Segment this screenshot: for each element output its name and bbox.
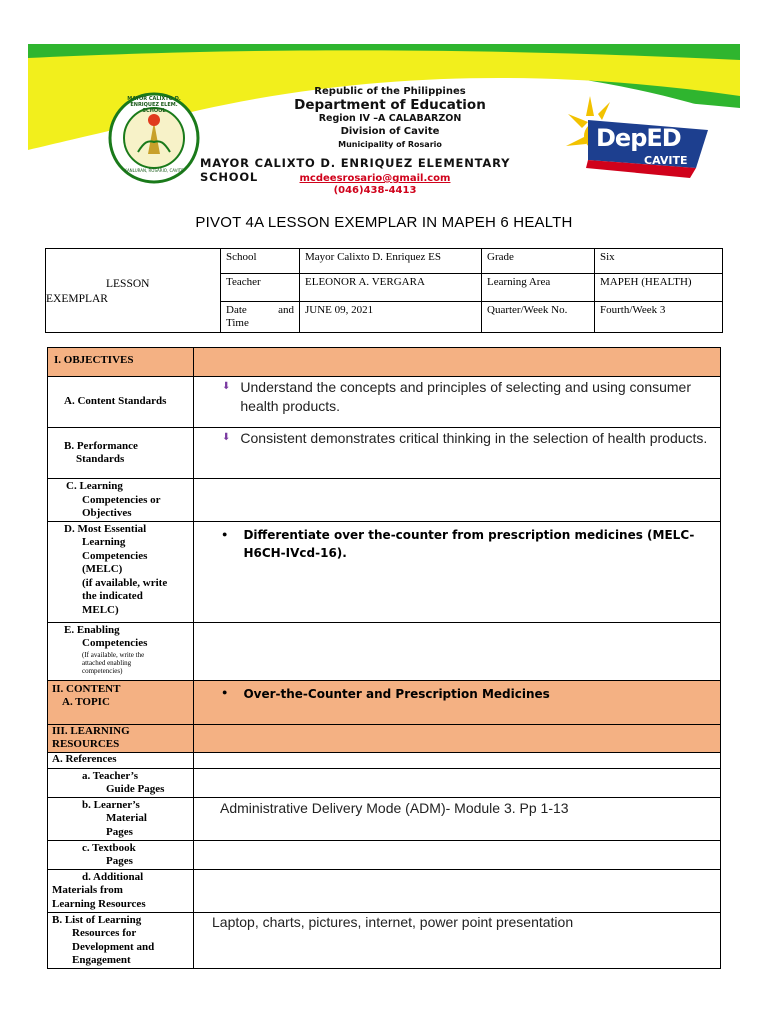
seal-ring-text: MAYOR CALIXTO D. ENRIQUEZ ELEM. SCHOOL [127, 96, 181, 114]
textbook-cell [194, 840, 721, 869]
list-resources-cell [194, 912, 721, 968]
header-division: Division of Cavite [340, 126, 440, 137]
header-republic: Republic of the Philippines [314, 86, 466, 97]
header-region: Region IV –A CALABARZON [318, 113, 462, 124]
melc-label: D. Most Essential Learning Competencies (MELC) (if available, write the indicated MELC) [48, 521, 194, 622]
references-cell [194, 752, 721, 768]
learning-area-key: Learning Area [482, 274, 595, 302]
learning-resources-heading: III. LEARNING RESOURCES [48, 724, 194, 752]
school-key: School [221, 249, 300, 274]
grade-key: Grade [482, 249, 595, 274]
additional-materials-label: d. Additional Materials from Learning Resources [48, 869, 194, 912]
teachers-guide-cell [194, 768, 721, 797]
teacher-value: ELEONOR A. VERGARA [300, 274, 482, 302]
enabling-competencies-label: E. Enabling Competencies (If available, write the attached enabling competencies) [48, 622, 194, 680]
additional-materials-cell [194, 869, 721, 912]
school-name: MAYOR CALIXTO D. ENRIQUEZ ELEMENTARY SCHOOL [200, 156, 511, 184]
melc-text: Differentiate over the-counter from prescription medicines (MELC-H6CH-IVcd-16). [243, 527, 695, 560]
references-label: A. References [48, 752, 194, 768]
date-key-a: Date [226, 304, 247, 316]
school-phone: (046)438-4413 [333, 185, 417, 196]
content-topic-label: II. CONTENT A. TOPIC [48, 680, 194, 724]
objectives-value-cell [194, 348, 721, 377]
topic-text: Over-the-Counter and Prescription Medicines [243, 686, 550, 701]
arrow-bullet-icon: ⬇ [222, 381, 231, 392]
teachers-guide-label: a. Teacher’s Guide Pages [48, 768, 194, 797]
melc-cell [194, 521, 721, 622]
lesson-plan-table [47, 347, 721, 969]
list-resources-label: B. List of Learning Resources for Development and Engagement [48, 912, 194, 968]
header-deped: Department of Education [294, 97, 486, 113]
lesson-label: LESSON [106, 277, 150, 290]
content-standards-label: A. Content Standards [48, 377, 194, 428]
learning-competencies-cell [194, 479, 721, 522]
date-key-b: and [278, 304, 294, 316]
content-standards-text: Understand the concepts and principles of selecting and using consumer health products. [240, 379, 691, 414]
learning-competencies-label: C. Learning Competencies or Objectives [48, 479, 194, 522]
bullet-dot-icon: ● [222, 528, 228, 539]
school-email: mcdeesrosario@gmail.com [299, 173, 451, 184]
date-key-c: Time [226, 317, 249, 329]
teacher-key: Teacher [221, 274, 300, 302]
learners-material-cell [194, 797, 721, 840]
topic-cell [194, 680, 721, 724]
enabling-competencies-cell [194, 622, 721, 680]
textbook-label: c. Textbook Pages [48, 840, 194, 869]
bullet-dot-icon: ● [222, 686, 228, 697]
lesson-info-table [45, 248, 723, 333]
learning-resources-cell [194, 724, 721, 752]
learning-area-value: MAPEH (HEALTH) [595, 274, 723, 302]
arrow-bullet-icon: ⬇ [222, 432, 231, 443]
document-title: PIVOT 4A LESSON EXEMPLAR IN MAPEH 6 HEALTH [195, 214, 573, 231]
objectives-heading: I. OBJECTIVES [48, 348, 194, 377]
performance-standards-text: Consistent demonstrates critical thinking in the selection of health products. [240, 430, 708, 446]
exemplar-label: EXEMPLAR [46, 292, 108, 305]
lesson-exemplar-cell [46, 249, 221, 333]
performance-standards-label: B. Performance Standards [48, 428, 194, 479]
deped-logo-text: DepED [596, 124, 681, 152]
list-resources-text: Laptop, charts, pictures, internet, power point presentation [212, 913, 574, 930]
quarter-key: Quarter/Week No. [482, 302, 595, 333]
school-value: Mayor Calixto D. Enriquez ES [300, 249, 482, 274]
grade-value: Six [595, 249, 723, 274]
content-standards-cell [194, 377, 721, 428]
date-value: JUNE 09, 2021 [300, 302, 482, 333]
seal-bottom-text: KANLURAN, ROSARIO, CAVITE [124, 168, 184, 173]
date-time-key [221, 302, 300, 333]
learners-material-text: Administrative Delivery Mode (ADM)- Module 3. Pp 1-13 [220, 799, 569, 816]
header-municipality: Municipality of Rosario [338, 140, 442, 149]
deped-logo-sub: CAVITE [644, 154, 688, 167]
quarter-value: Fourth/Week 3 [595, 302, 723, 333]
learners-material-label: b. Learner’s Material Pages [48, 797, 194, 840]
performance-standards-cell [194, 428, 721, 479]
